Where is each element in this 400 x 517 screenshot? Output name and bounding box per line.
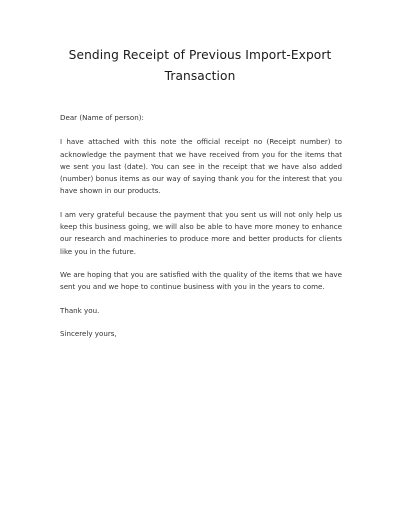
paragraph-gratitude: I am very grateful because the payment that you sent us will not only help us keep this business going, we will also be able to have more money to enhance our research and machineries to produce more and better products for clients like you in the future. (60, 209, 342, 256)
thanks-line: Thank you. (60, 305, 100, 315)
document-title: Sending Receipt of Previous Import-Export Transaction (68, 48, 332, 83)
letter-body (60, 112, 342, 351)
paragraph-satisfaction: We are hoping that you are satisfied with the quality of the items that we have sent you and we hope to continue business with you in the years to come. (60, 269, 342, 292)
closing-line: Sincerely yours, (60, 328, 117, 338)
salutation: Dear (Name of person): (60, 113, 144, 122)
paragraph-receipt: I have attached with this note the official receipt no (Receipt number) to acknowledge the payment that we have received from you for the items that we sent you last (date). You can see in the receipt that we have also added (number) bonus items as our way of saying thank you for the interest that you have shown in our products. (60, 137, 342, 196)
